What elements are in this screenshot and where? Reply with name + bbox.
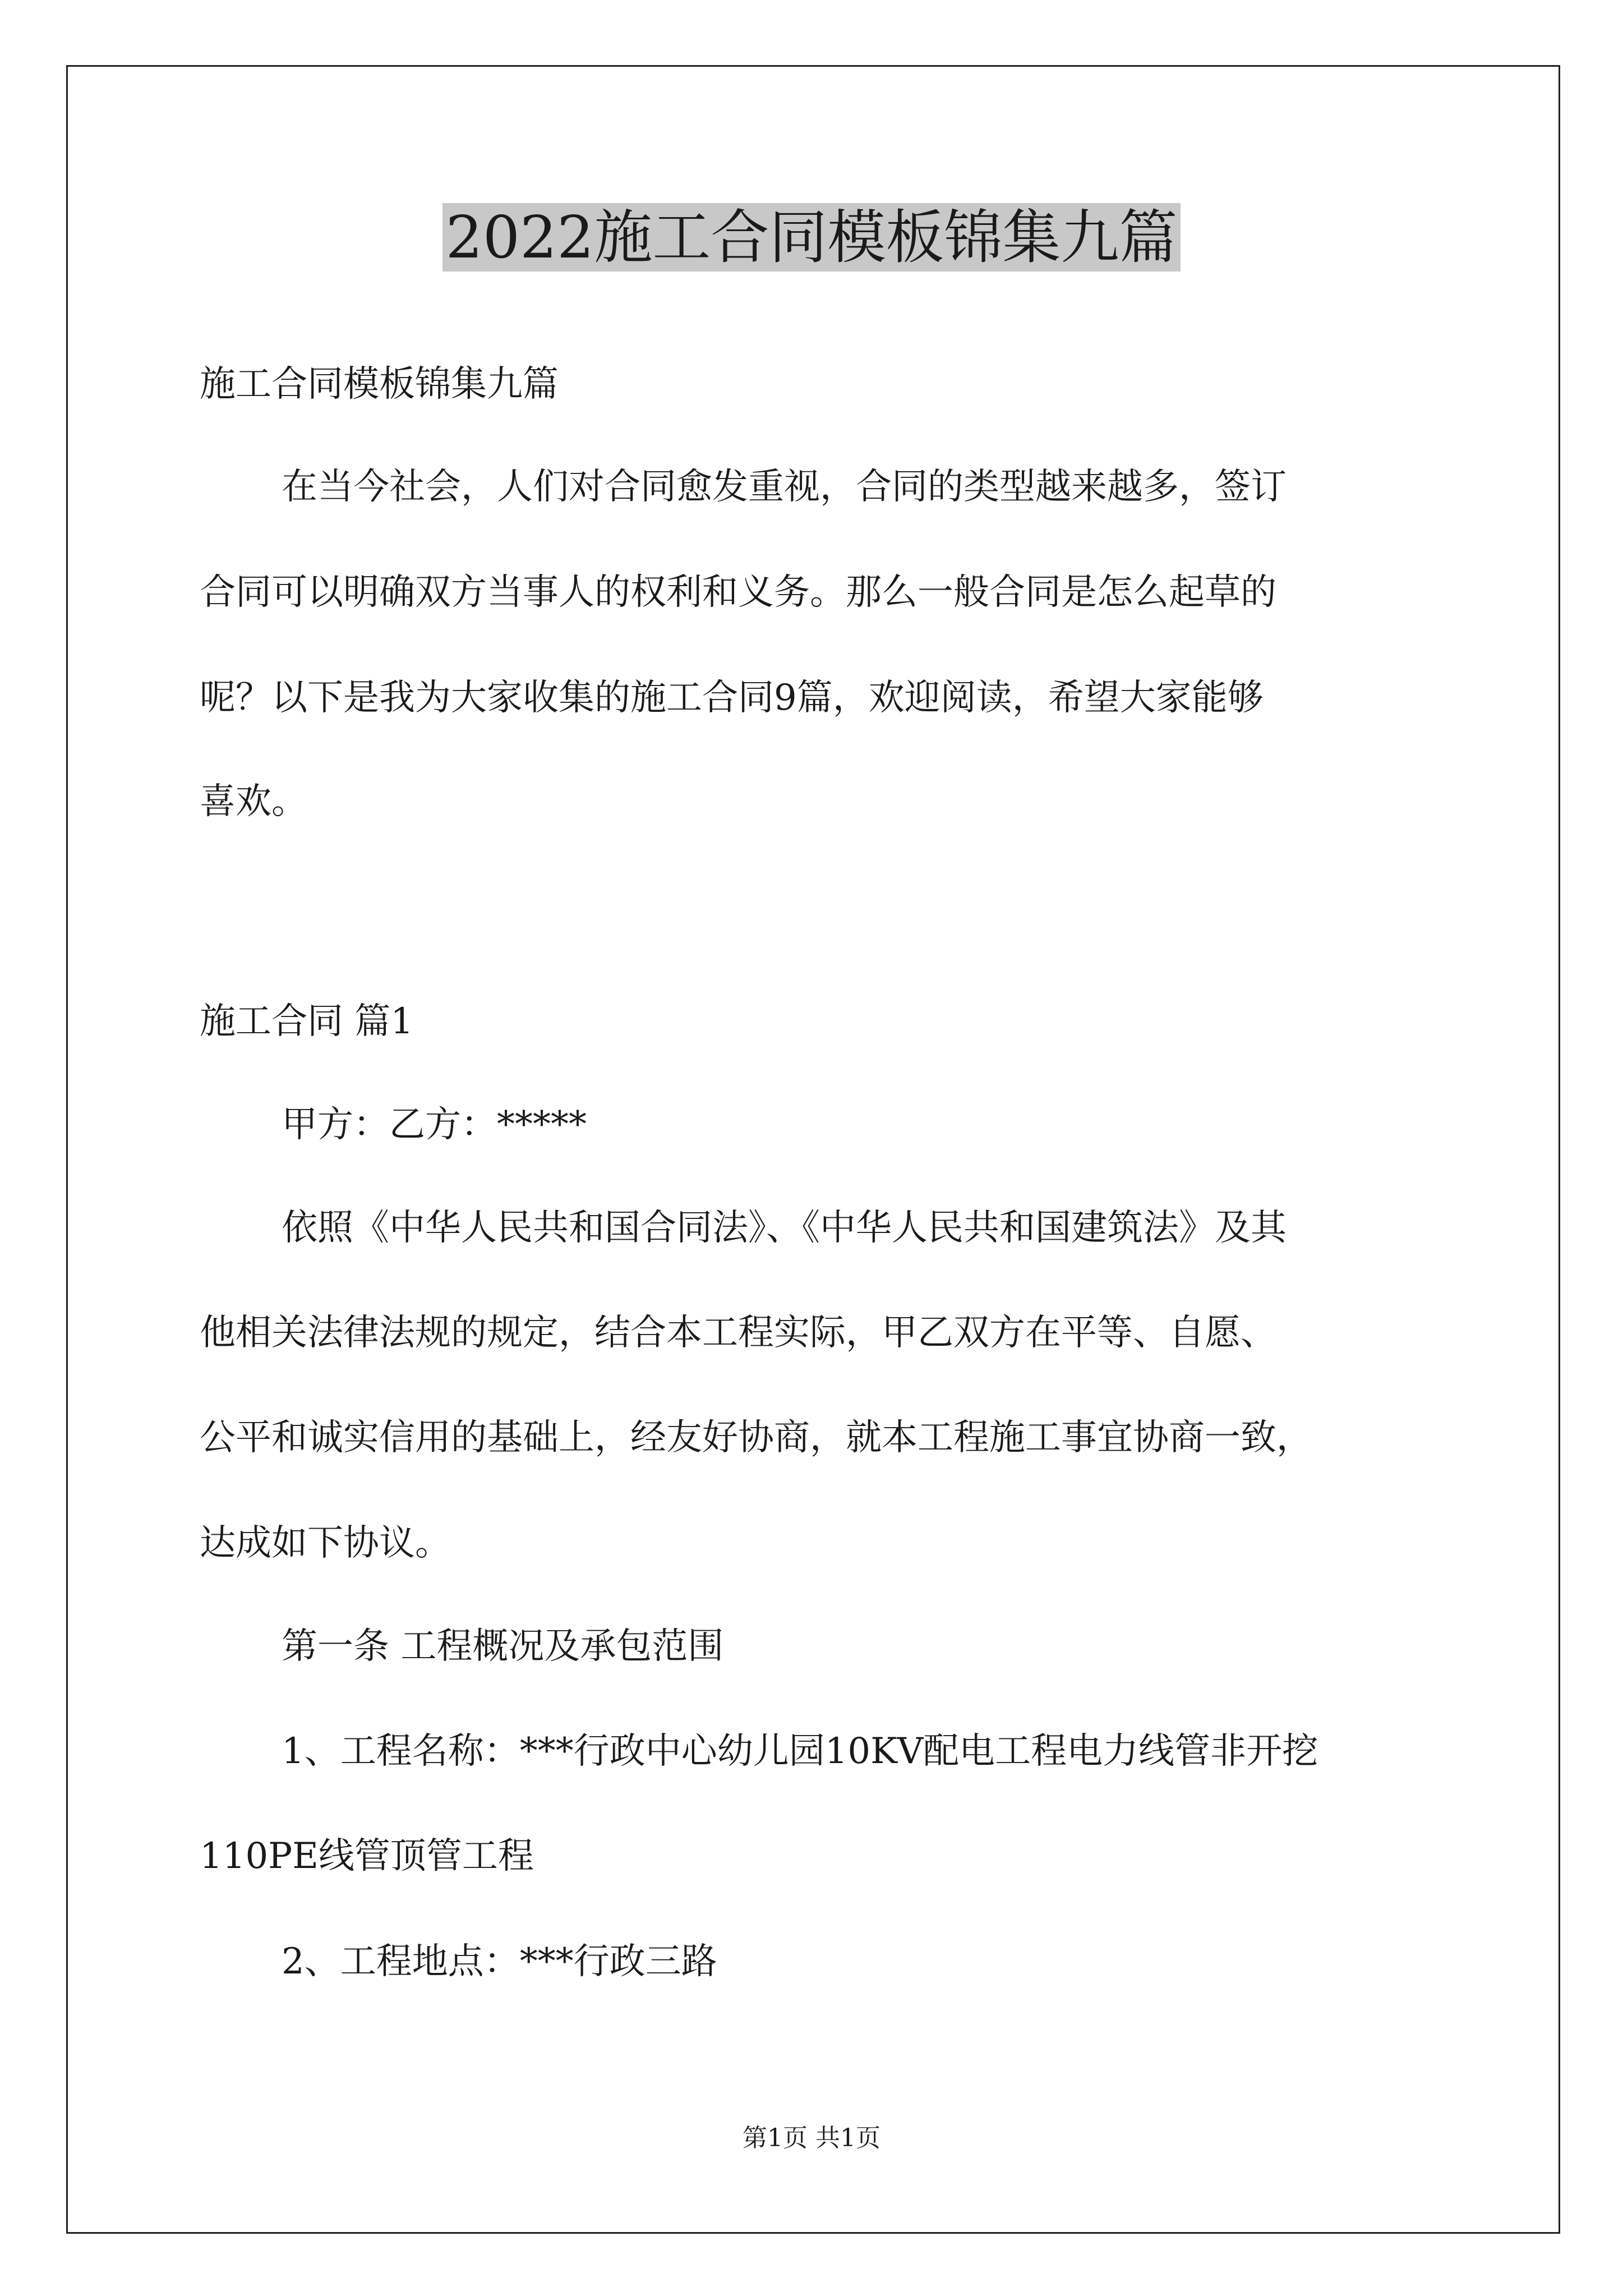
item-line: 110PE线管顶管工程 xyxy=(200,1835,534,1877)
intro-line: 呢？以下是我为大家收集的施工合同9篇，欢迎阅读，希望大家能够 xyxy=(200,677,1264,719)
item-line: 1、工程名称：***行政中心幼儿园10KV配电工程电力线管非开挖 xyxy=(282,1731,1318,1772)
section-heading: 施工合同 篇1 xyxy=(200,1001,414,1042)
basis-line: 达成如下协议。 xyxy=(200,1522,451,1564)
parties-line: 甲方：乙方：***** xyxy=(282,1104,587,1145)
article-heading: 第一条 工程概况及承包范围 xyxy=(282,1626,724,1667)
document-title: 2022施工合同模板锦集九篇 xyxy=(0,195,1623,279)
basis-line: 他相关法律法规的规定，结合本工程实际，甲乙双方在平等、自愿、 xyxy=(200,1312,1276,1354)
page-number-footer: 第1页 共1页 xyxy=(743,2124,880,2152)
item-line: 2、工程地点：***行政三路 xyxy=(282,1941,717,1982)
intro-line: 喜欢。 xyxy=(200,781,307,822)
intro-line: 在当今社会，人们对合同愈发重视，合同的类型越来越多，签订 xyxy=(282,466,1287,508)
intro-line: 合同可以明确双方当事人的权利和义务。那么一般合同是怎么起草的 xyxy=(200,572,1276,613)
basis-line: 公平和诚实信用的基础上，经友好协商，就本工程施工事宜协商一致， xyxy=(200,1417,1312,1458)
subtitle: 施工合同模板锦集九篇 xyxy=(200,364,559,405)
basis-line: 依照《中华人民共和国合同法》、《中华人民共和国建筑法》及其 xyxy=(282,1207,1287,1249)
